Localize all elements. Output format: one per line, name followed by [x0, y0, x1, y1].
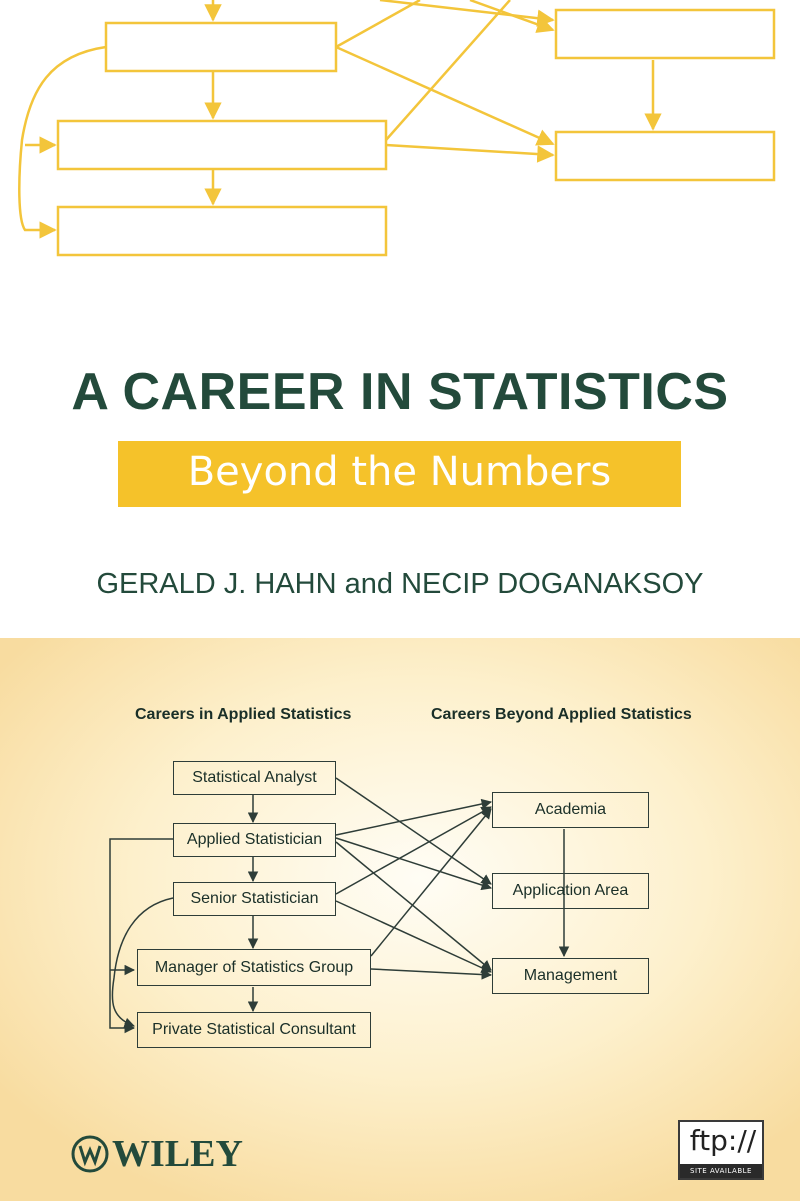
decorative-flowchart [0, 0, 800, 300]
book-authors: GERALD J. HAHN and NECIP DOGANAKSOY [96, 568, 704, 600]
node-application-area: Application Area [492, 873, 649, 909]
ftp-label: ftp:// [689, 1124, 757, 1157]
ftp-site-badge [678, 1120, 764, 1180]
right-column-heading: Careers Beyond Applied Statistics [431, 706, 692, 723]
node-private-consultant: Private Statistical Consultant [137, 1012, 371, 1048]
node-academia: Academia [492, 792, 649, 828]
book-subtitle: Beyond the Numbers [187, 449, 612, 495]
book-title: A CAREER IN STATISTICS [71, 363, 729, 421]
left-column-heading: Careers in Applied Statistics [135, 706, 352, 723]
wiley-logo [70, 1134, 243, 1174]
subtitle-band [118, 441, 681, 507]
publisher-name: WILEY [112, 1133, 243, 1175]
node-manager-statistics-group: Manager of Statistics Group [137, 949, 371, 986]
wiley-logo-icon [70, 1134, 110, 1174]
ftp-caption: SITE AVAILABLE [680, 1164, 762, 1178]
node-applied-statistician: Applied Statistician [173, 823, 336, 857]
node-statistical-analyst: Statistical Analyst [173, 761, 336, 795]
node-management: Management [492, 958, 649, 994]
node-senior-statistician: Senior Statistician [173, 882, 336, 916]
diagram-panel [0, 638, 800, 1201]
